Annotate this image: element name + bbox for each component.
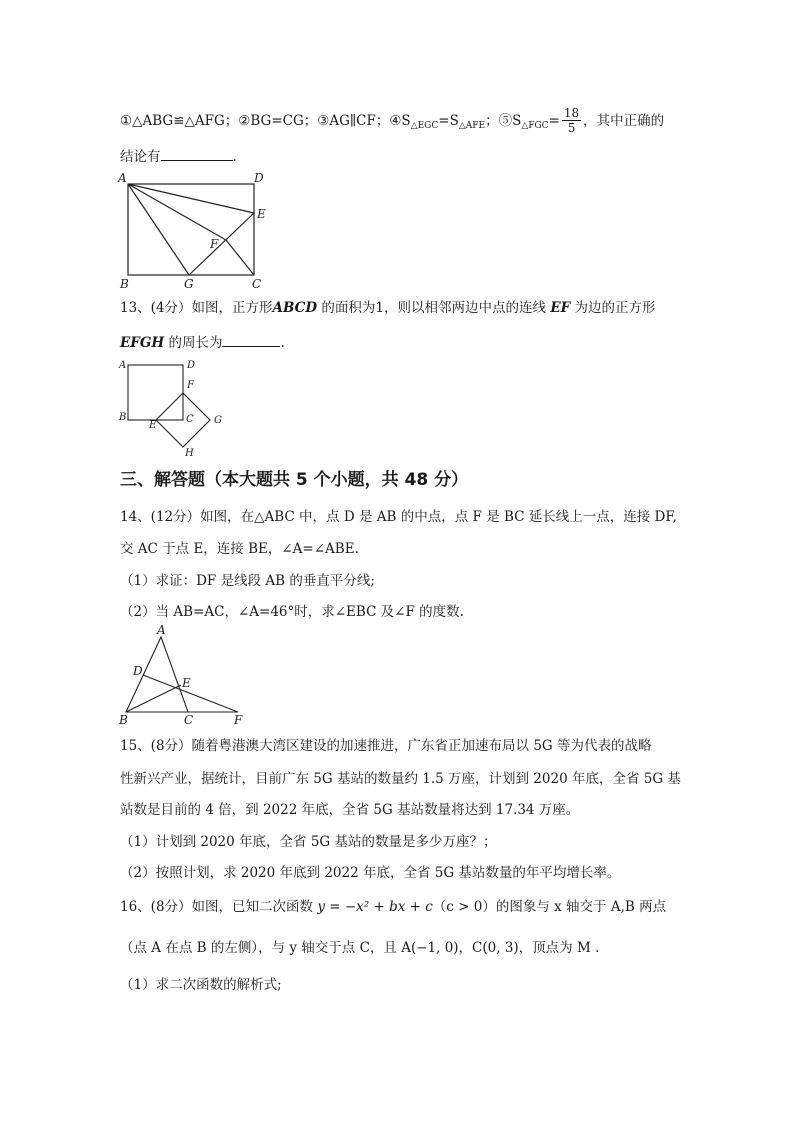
q12-rectangle <box>128 184 254 275</box>
q12-sub-fgc: △FGC <box>521 121 549 131</box>
q12-statements-line <box>120 107 664 136</box>
q12-segment-af <box>128 184 226 240</box>
q12-label-e: E <box>257 207 266 221</box>
q12-sub-egc: △EGC <box>410 121 439 131</box>
q12-label-d: D <box>254 171 264 185</box>
q13-square-abcd <box>128 365 183 420</box>
q13-label-c: C <box>186 414 194 425</box>
q14-line2: 交 AC 于点 E，连接 BE，∠A=∠ABE. <box>120 541 359 557</box>
q12-frac-num: 18 <box>563 106 580 120</box>
q16-function: y = −x² + bx + c <box>317 899 433 915</box>
q12-segment-fc <box>226 240 254 275</box>
q13-label-b: B <box>119 412 127 423</box>
q16-part1: （1）求二次函数的解析式; <box>120 977 282 993</box>
q12-segment-ag <box>128 184 189 275</box>
q13-figure <box>116 356 236 460</box>
q13-name-abcd: ABCD <box>272 300 318 316</box>
q12-line2: 结论有 <box>120 149 161 165</box>
q12-figure <box>116 170 276 295</box>
q16-tail: 的图象与 x 轴交于 A,B 两点 <box>495 899 667 915</box>
q13-prefix: 13、(4分）如图，正方形 <box>120 300 273 316</box>
q12-answer-blank[interactable] <box>161 146 233 161</box>
q14-label-b: B <box>119 713 128 727</box>
q12-eq2: = <box>548 113 560 129</box>
q15-line1: 15、(8分）随着粤港澳大湾区建设的加速推进，广东省正加速布局以 5G 等为代表的战略 <box>120 738 652 754</box>
q12-label-a: A <box>118 171 127 185</box>
section-3-heading: 三、解答题（本大题共 5 个小题，共 48 分） <box>120 470 469 490</box>
q13-line2-mid: 的周长为 <box>164 335 223 351</box>
q13-name-ef: EF <box>550 300 571 316</box>
q13-label-h: H <box>185 448 194 459</box>
q15-line2: 性新兴产业，据统计，目前广东 5G 基站的数量约 1.5 万座，计划到 2020 年底，全省 5G 基 <box>120 771 681 787</box>
q13-label-f: F <box>187 380 194 391</box>
q13-name-efgh: EFGH <box>120 335 165 351</box>
q14-figure <box>116 624 256 728</box>
q14-label-c: C <box>184 713 194 727</box>
q14-segment-be <box>126 685 181 712</box>
q12-tail: ，其中正确的 <box>583 113 665 129</box>
q13-tail: 为边的正方形 <box>570 300 656 316</box>
q13-label-g: G <box>214 415 222 426</box>
q14-line1: 14、(12分）如图，在△ABC 中，点 D 是 AB 的中点，点 F 是 BC 延长线上一点，连接 DF, <box>120 509 677 525</box>
q14-label-a: A <box>157 623 166 637</box>
q13-line1 <box>120 299 655 317</box>
q14-label-d: D <box>133 664 143 678</box>
q14-label-e: E <box>182 676 191 690</box>
q16-condition: （c > 0） <box>432 899 496 915</box>
q12-frac-den: 5 <box>567 121 576 135</box>
q15-part1: （1）计划到 2020 年底，全省 5G 基站的数量是多少万座？； <box>120 834 497 850</box>
q16-line1 <box>120 898 666 916</box>
q12-label-b: B <box>120 277 129 291</box>
q12-statements: ①△ABG≌△AFG；②BG=CG；③AG∥CF；④S <box>120 113 411 129</box>
q13-label-d: D <box>187 360 196 371</box>
q12-answer-line <box>120 146 237 166</box>
q13-answer-blank[interactable] <box>222 332 280 347</box>
q14-part1: （1）求证：DF 是线段 AB 的垂直平分线; <box>120 573 375 589</box>
q13-label-e: E <box>149 420 157 431</box>
q12-sub-afe: △AFE <box>458 121 486 131</box>
q12-label-c: C <box>252 277 262 291</box>
q15-line3: 站数是目前的 4 倍，到 2022 年底，全省 5G 基站数量将达到 17.34 万座。 <box>120 802 580 818</box>
q12-segment-ae <box>128 184 254 213</box>
q15-part2: （2）按照计划，求 2020 年底到 2022 年底，全省 5G 基站数量的年平均增长率。 <box>120 865 621 881</box>
q12-segment-ge <box>189 213 254 275</box>
q12-label-f: F <box>210 237 219 251</box>
q14-part2: （2）当 AB=AC，∠A=46°时，求∠EBC 及∠F 的度数. <box>120 604 464 620</box>
q13-mid: 的面积为1，则以相邻两边中点的连线 <box>317 300 551 316</box>
q12-line2-end: . <box>232 149 237 165</box>
q12-fraction <box>562 106 581 135</box>
q14-label-f: F <box>234 713 243 727</box>
q16-prefix: 16、(8分）如图，已知二次函数 <box>120 899 318 915</box>
q12-s5-prefix: ；⑤S <box>485 113 522 129</box>
q13-label-a: A <box>119 360 127 371</box>
q16-line2: （点 A 在点 B 的左侧），与 y 轴交于点 C，且 A(−1, 0)，C(0, 3)，顶点为 M . <box>120 940 600 956</box>
q12-eq1: =S <box>438 113 459 129</box>
q13-line2 <box>120 332 285 352</box>
q13-line2-end: . <box>280 335 285 351</box>
q12-label-g: G <box>184 277 194 291</box>
